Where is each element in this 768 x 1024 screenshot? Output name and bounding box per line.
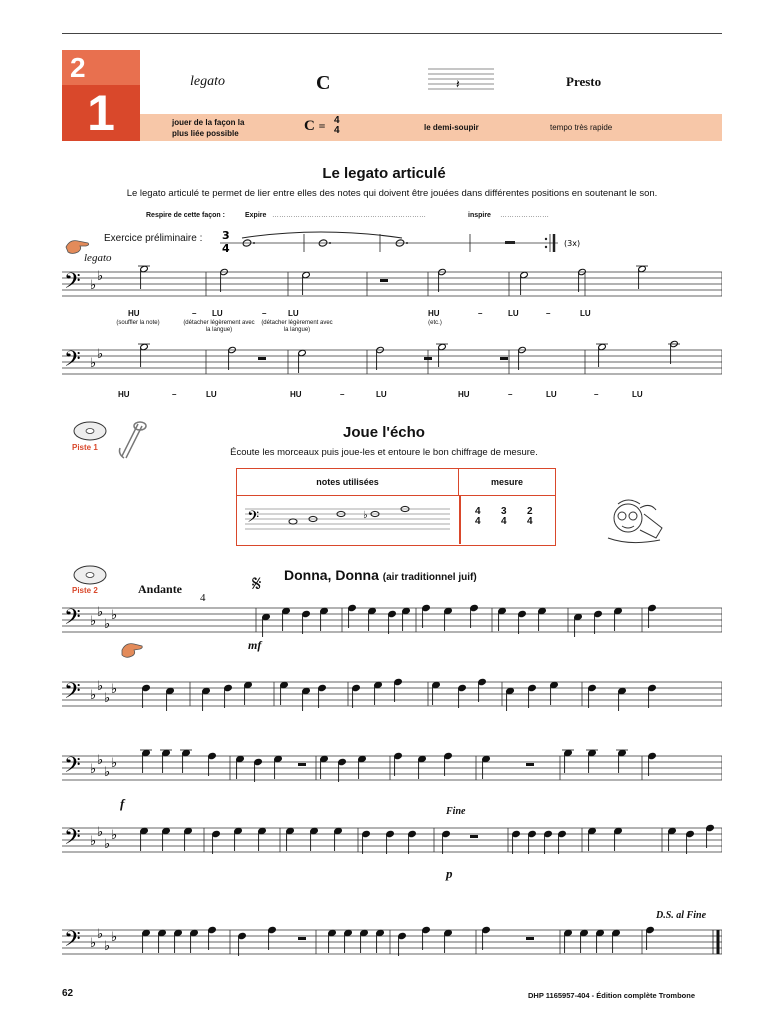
- professor-illustration: [600, 494, 670, 546]
- segno-sign: 𝄋: [252, 572, 262, 597]
- lyric-row1-10: LU: [580, 309, 591, 318]
- meaning-presto: tempo très rapide: [550, 123, 613, 132]
- top-rule: [62, 33, 722, 34]
- meaning-legato: jouer de la façon la plus liée possible: [172, 118, 245, 138]
- lyric-row2-10: –: [594, 390, 599, 399]
- flat-icon: ♭: [97, 753, 104, 768]
- legato-word: legato: [84, 252, 112, 264]
- measure-option-2[interactable]: 3 4: [501, 506, 507, 527]
- donna-title: Donna, Donna (air traditionnel juif): [284, 567, 477, 583]
- rest-icon: [298, 763, 306, 766]
- col-divider: [459, 496, 461, 544]
- lyric-row2-7: HU: [458, 390, 470, 399]
- col-notes-header: notes utilisées: [237, 469, 459, 496]
- rest-icon: [298, 937, 306, 940]
- eighth-rest-icon: 𝄽: [456, 77, 460, 91]
- bass-clef-icon: 𝄢: [64, 679, 81, 709]
- donna-staff-4: [62, 818, 722, 866]
- dynamic-mf: mf: [248, 638, 262, 652]
- rest-icon: [526, 937, 534, 940]
- term-eighth-rest-staff: [428, 66, 494, 96]
- preliminary-exercise-line: [220, 226, 590, 266]
- section-badge-bottom: 1: [62, 85, 140, 141]
- flat-icon: ♭: [90, 356, 97, 371]
- flat-icon: ♭: [111, 682, 118, 697]
- rest-icon: [470, 835, 478, 838]
- donna-staff-3: [62, 746, 722, 794]
- track-2-label: Piste 2: [72, 586, 98, 595]
- lyric-row1-3: LU: [212, 309, 223, 318]
- lyric-row1-7: –: [478, 309, 483, 318]
- measure-option-1[interactable]: 4 4: [475, 506, 481, 527]
- meaning-time-signature: 4 4: [334, 115, 340, 136]
- lyric-row1-4: –: [262, 309, 267, 318]
- flat-icon: ♭: [90, 834, 97, 849]
- legato-staff-2: [62, 340, 722, 388]
- ds-al-fine: D.S. al Fine: [656, 910, 707, 921]
- lyric-row2-5: –: [340, 390, 345, 399]
- dynamic-f: f: [120, 796, 125, 811]
- rest-icon: [424, 357, 432, 360]
- legato-intro: Le legato articulé te permet de lier entre elles des notes qui doivent être jouées dans différentes positions en soutenant le son.: [126, 188, 658, 199]
- echo-table: [236, 468, 556, 546]
- legato-title: Le legato articulé: [322, 165, 446, 182]
- lyric-row1-1: HU: [128, 309, 140, 318]
- flat-icon: ♭: [111, 828, 118, 843]
- lyric-row2-8: –: [508, 390, 513, 399]
- flat-icon: ♭: [90, 762, 97, 777]
- rest-icon: [526, 763, 534, 766]
- donna-staff-2: [62, 672, 722, 720]
- lyric-row1-6: HU: [428, 309, 440, 318]
- term-presto: Presto: [566, 74, 602, 89]
- donna-staff-5: [62, 920, 722, 968]
- meaning-eighth-rest: le demi-soupir: [424, 123, 479, 132]
- lyric-row1-9: –: [546, 309, 551, 318]
- flat-icon: ♭: [97, 927, 104, 942]
- flat-icon: ♭: [104, 939, 111, 954]
- hint-souffler: (souffler la note): [116, 320, 160, 326]
- lyric-row2-2: –: [172, 390, 177, 399]
- section-badge-top: 2: [62, 50, 140, 85]
- fine-mark: Fine: [446, 806, 466, 817]
- bass-clef-icon: 𝄢: [64, 605, 81, 635]
- page-number: 62: [62, 988, 74, 999]
- meaning-common-time: C =: [304, 118, 326, 134]
- flat-icon: ♭: [104, 691, 111, 706]
- flat-icon: ♭: [97, 679, 104, 694]
- bass-clef-icon: 𝄢: [64, 753, 81, 783]
- lyric-row2-11: LU: [632, 390, 643, 399]
- dynamic-p: p: [446, 866, 453, 881]
- hint-etc: (etc.): [428, 320, 442, 326]
- bass-clef-icon: 𝄢: [64, 927, 81, 957]
- bass-clef-icon: 𝄢: [64, 347, 81, 377]
- inspire-dots: …………………: [500, 212, 549, 219]
- catalog-number: DHP 1165957-404 - Édition complète Trombone: [528, 991, 695, 1000]
- expire-label: Expire: [245, 212, 267, 219]
- svg-text:3: 3: [222, 229, 230, 242]
- donna-staff-1: [62, 598, 722, 646]
- flat-icon: ♭: [111, 608, 118, 623]
- lyric-row2-9: LU: [546, 390, 557, 399]
- track-1-label: Piste 1: [72, 443, 98, 452]
- rest-icon: [500, 357, 508, 360]
- rest-icon: [380, 279, 388, 282]
- col-measure-header: mesure: [459, 469, 555, 496]
- flat-icon: ♭: [90, 936, 97, 951]
- cd-icon-2: [72, 564, 108, 586]
- legato-staff-1: [62, 262, 722, 310]
- svg-text:4: 4: [222, 242, 230, 255]
- lyric-row1-2: –: [192, 309, 197, 318]
- lyric-row2-6: LU: [376, 390, 387, 399]
- bass-clef-icon: 𝄢: [64, 825, 81, 855]
- multirest-count: 4: [200, 592, 206, 604]
- flat-icon: ♭: [90, 688, 97, 703]
- term-common-time: C: [316, 72, 331, 94]
- hint-detacher-1: (détacher légèrement avec la langue): [183, 320, 255, 333]
- flat-icon: ♭: [97, 269, 104, 284]
- hand-icon-2: [118, 640, 144, 660]
- tempo-andante: Andante: [138, 582, 183, 596]
- flat-icon: ♭: [97, 825, 104, 840]
- flat-icon: ♭: [104, 617, 111, 632]
- flat-icon: ♭: [111, 930, 118, 945]
- hint-detacher-2: (détacher légèrement avec la langue): [261, 320, 333, 333]
- exercise-label: Exercice préliminaire :: [104, 233, 203, 244]
- svg-text:(3x): (3x): [564, 239, 581, 248]
- flat-icon: ♭: [97, 605, 104, 620]
- lyric-row2-4: HU: [290, 390, 302, 399]
- lyric-row1-8: LU: [508, 309, 519, 318]
- lyric-row1-5: LU: [288, 309, 299, 318]
- flat-icon: ♭: [104, 765, 111, 780]
- flat-icon: ♭: [97, 347, 104, 362]
- expire-dots: …………………………………………………………: [272, 212, 426, 219]
- flat-icon: ♭: [104, 837, 111, 852]
- bass-clef-icon: 𝄢: [247, 508, 260, 530]
- flat-icon: ♭: [90, 278, 97, 293]
- notes-used-staff: [245, 501, 450, 537]
- bass-clef-icon: 𝄢: [64, 269, 81, 299]
- svg-text:♭: ♭: [363, 510, 368, 521]
- breath-label: Respire de cette façon :: [146, 212, 225, 219]
- flat-icon: ♭: [111, 756, 118, 771]
- term-legato: legato: [190, 74, 225, 89]
- measure-option-3[interactable]: 2 4: [527, 506, 533, 527]
- echo-title: Joue l'écho: [343, 424, 425, 441]
- lyric-row2-3: LU: [206, 390, 217, 399]
- rest-icon: [258, 357, 266, 360]
- flat-icon: ♭: [90, 614, 97, 629]
- inspire-label: inspire: [468, 212, 491, 219]
- echo-instruction: Écoute les morceaux puis joue-les et entoure le bon chiffrage de mesure.: [230, 447, 538, 458]
- lyric-row2-1: HU: [118, 390, 130, 399]
